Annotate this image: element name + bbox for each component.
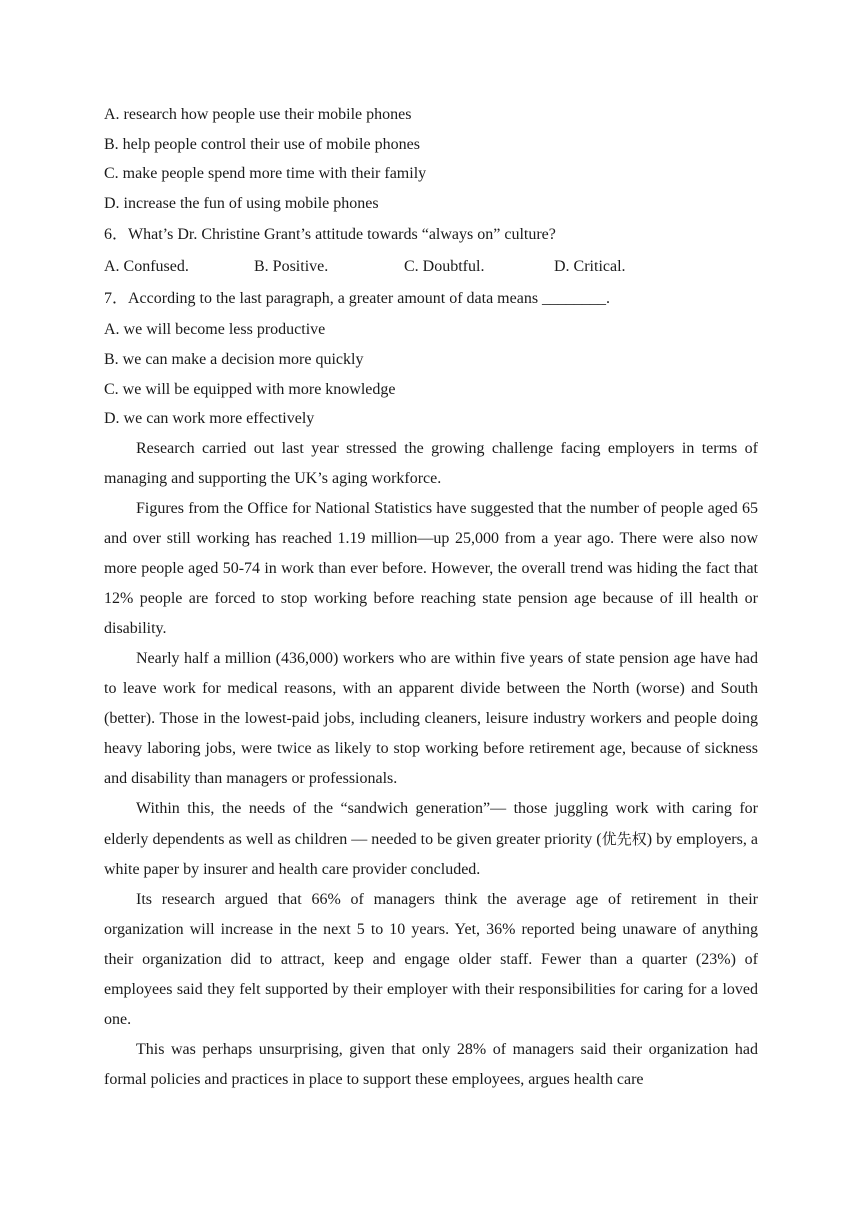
paragraph-4-text-b: ) by employers, a white paper by insurer and health care provider concluded. bbox=[104, 830, 758, 878]
passage-paragraph-4 bbox=[104, 794, 758, 885]
q7-option-b: B. we can make a decision more quickly bbox=[104, 350, 364, 368]
q5-option-a: A. research how people use their mobile phones bbox=[104, 106, 412, 123]
q6-option-c: C. Doubtful. bbox=[404, 258, 485, 276]
q7-option-a: A. we will become less productive bbox=[104, 321, 326, 339]
page-content bbox=[104, 100, 758, 1095]
q5-option-c: C. make people spend more time with their family bbox=[104, 165, 427, 183]
paragraph-4-chinese-gloss: 优先权 bbox=[601, 829, 647, 848]
paragraph-4-text-a: Within this, the needs of the “sandwich generation”— those juggling work with caring for elderly dependents as well as children — needed to be given greater priority ( bbox=[104, 799, 758, 848]
q6-options bbox=[104, 251, 758, 282]
q7-option-c: C. we will be equipped with more knowledge bbox=[104, 380, 396, 398]
passage-paragraph-6: This was perhaps unsurprising, given that only 28% of managers said their organization had formal policies and practices in place to support these employees, argues health care bbox=[104, 1040, 758, 1088]
passage-paragraph-3: Nearly half a million (436,000) workers who are within five years of state pension age have had to leave work for medical reasons, with an apparent divide between the North (worse) and South (better). Those in the lowest-paid jobs, including cleaners, leisure industry workers and people doing heavy laboring jobs, were twice as likely to stop working before retirement age, because of sickness and disability than managers or professionals. bbox=[104, 649, 758, 787]
q5-option-b: B. help people control their use of mobile phones bbox=[104, 135, 420, 153]
passage-paragraph-2: Figures from the Office for National Statistics have suggested that the number of people aged 65 and over still working has reached 1.19 million—up 25,000 from a year ago. There were also now more people aged 50-74 in work than ever before. However, the overall trend was hiding the fact that 12% people are forced to stop working before reaching state pension age because of ill health or disability. bbox=[104, 499, 758, 637]
q6-option-a: A. Confused. bbox=[104, 258, 189, 276]
q7-stem: 7．According to the last paragraph, a greater amount of data means ________. bbox=[104, 290, 611, 308]
q6-option-d: D. Critical. bbox=[554, 258, 626, 276]
passage-paragraph-5: Its research argued that 66% of managers think the average age of retirement in their organization will increase in the next 5 to 10 years. Yet, 36% reported being unaware of anything their organization did to attract, keep and engage older staff. Fewer than a quarter (23%) of employees said they felt supported by their employer with their responsibilities for caring for a loved one. bbox=[104, 890, 758, 1028]
q6-option-b: B. Positive. bbox=[254, 258, 329, 276]
passage-paragraph-1: Research carried out last year stressed the growing challenge facing employers in terms of managing and supporting the UK’s aging workforce. bbox=[104, 439, 758, 487]
q5-option-d: D. increase the fun of using mobile phones bbox=[104, 194, 379, 212]
q7-option-d: D. we can work more effectively bbox=[104, 410, 315, 428]
q6-stem: 6．What’s Dr. Christine Grant’s attitude towards “always on” culture? bbox=[104, 226, 556, 244]
